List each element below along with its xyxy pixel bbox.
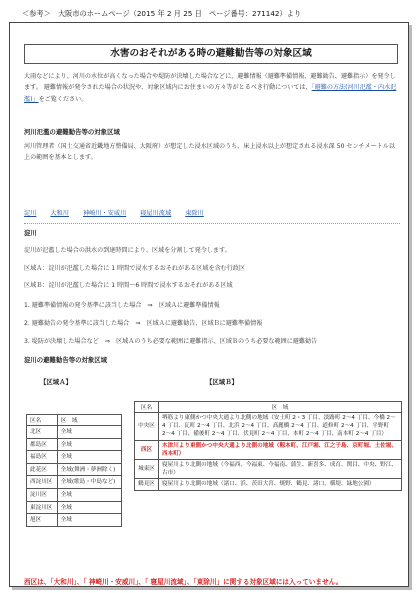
table-row (27, 426, 122, 439)
area-cell: 全域 (57, 451, 121, 464)
area-cell: 全域 (57, 426, 121, 439)
column-header-ward: 区名 (135, 402, 159, 413)
ward-cell: 西淀川区 (27, 476, 58, 489)
zone-b-label: 【区域Ｂ】 (206, 378, 238, 386)
area-cell: 全域 (57, 438, 121, 451)
table-header-row (27, 415, 122, 426)
area-cell: 木津川より東側かつ中央大通より北側の地域（靱本町、江戸堀、江之子島、京町堀、土佐堀、西本町） (159, 440, 402, 459)
column-header-ward: 区名 (27, 415, 58, 426)
ward-cell: 淀川区 (27, 488, 58, 501)
zone-b-table (134, 401, 402, 491)
intro-text: 大雨などにより、河川の水位が高くなった場合や堤防が決壊した場合などに、避難情報（避難準備情報、避難勧告、避難指示）を発令します。 避難情報が発令された場合の状況や、対象区域内にお住まいの方々等がとるべき行動については、 (24, 73, 396, 92)
yodo-target-heading: 淀川の避難勧告等の対象区域 (24, 356, 108, 364)
table-row (135, 460, 402, 479)
yodo-heading: 淀川 (24, 229, 37, 237)
zone-a-table (26, 414, 122, 527)
evacuation-method-link[interactable]: 「避難の方法(河川氾濫・内水氾濫)」 (24, 84, 397, 103)
yodo-text: 淀川が氾濫した場合の洪水の到達時間により、区域を分割して発令します。 (24, 247, 231, 254)
area-cell: 全域 (57, 488, 121, 501)
ward-cell: 城東区 (135, 460, 159, 479)
river-link-kanzakigawa[interactable]: 神崎川・安威川 (82, 210, 127, 217)
rule-3: 3. 堤防が決壊した場合など ⇒ 区域Ａのうち必要な範囲に避難指示、区域Ｂのうち必要な範囲に避難勧告 (24, 338, 318, 345)
area-cell: 堺筋より東側かつ中央大通より北側の地域（安土町 2・3 丁目、淡路町 2〜4 丁目、今橋 2〜4 丁目、瓦町 2〜4 丁目、北浜 2〜4 丁目、高麗橋 2〜4 丁目、道修町 2〜4 丁目、平野町 2〜4 丁目、備後町 2〜4 丁目、伏見町 2〜4 丁目、本町 2〜4 丁目、南本町 2〜4 丁目） (159, 413, 402, 441)
ward-cell: 旭区 (27, 514, 58, 527)
divider (24, 223, 400, 224)
zone-a-definition: 区域Ａ：淀川が氾濫した場合に 1 時間で浸水するおそれがある区域を含む行政区 (24, 265, 246, 272)
table-row (27, 476, 122, 489)
table-row (27, 501, 122, 514)
river-link-yamatogawa[interactable]: 大和川 (50, 210, 69, 217)
ward-cell: 都島区 (27, 438, 58, 451)
area-cell: 全域 (57, 514, 121, 527)
area-cell: 全域 (57, 501, 121, 514)
page-title: 水害のおそれがある時の避難勧告等の対象区域 (24, 44, 398, 64)
column-header-area: 区 域 (159, 402, 402, 413)
table-header-row (135, 402, 402, 413)
river-link-neyagawa[interactable]: 寝屋川流域 (140, 210, 172, 217)
area-cell: 全域(歌島・中島など) (57, 476, 121, 489)
zone-a-label: 【区域Ａ】 (40, 378, 72, 386)
ward-cell: 福島区 (27, 451, 58, 464)
table-row (27, 463, 122, 476)
ward-cell: 東淀川区 (27, 501, 58, 514)
table-row (27, 488, 122, 501)
ward-cell: 北区 (27, 426, 58, 439)
area-cell: 全域(舞洲・夢洲除く) (57, 463, 121, 476)
rule-2: 2. 避難勧告の発令基準に該当した場合 ⇒ 区域Ａに避難勧告、区域Ｂに避難準備情報 (24, 320, 263, 327)
river-link-higashiyokegawa[interactable]: 東除川 (185, 210, 204, 217)
area-cell: 寝屋川より北側の地域（諸口、浜、茨田大宮、焼野、鶴見、諸口、横堤、緑地公園） (159, 479, 402, 490)
intro-paragraph (24, 71, 400, 105)
ward-cell: 中央区 (135, 413, 159, 441)
ward-cell: 此花区 (27, 463, 58, 476)
reference-line: ＜参考＞ 大阪市のホームページ（2015 年 2 月 25 日 ページ番号：271142）より (22, 9, 302, 18)
river-links (24, 208, 204, 217)
river-flood-text: 河川管理者（国土交通省近畿地方整備局、大阪府）が想定した浸水区域のうち、床上浸水以上が想定される浸水深 50 センチメートル以上の範囲を基本とします。 (24, 143, 395, 162)
ward-cell: 鶴見区 (135, 479, 159, 490)
river-flood-heading: 河川氾濫の避難勧告等の対象区域 (24, 128, 120, 136)
ward-cell: 西区 (135, 440, 159, 459)
table-row (27, 514, 122, 527)
area-cell: 寝屋川より北側の地域（今福西、今福東、今福南、蒲生、新喜多、成育、関目、中央、野江、古市） (159, 460, 402, 479)
rule-1: 1. 避難準備情報の発令基準に該当した場合 ⇒ 区域Ａに避難準備情報 (24, 302, 220, 309)
table-row (27, 451, 122, 464)
table-row (135, 440, 402, 459)
river-link-yodogawa[interactable]: 淀川 (24, 210, 37, 217)
table-row (27, 438, 122, 451)
column-header-area: 区 域 (57, 415, 121, 426)
document-frame (9, 22, 409, 587)
table-row (135, 413, 402, 441)
table-row (135, 479, 402, 490)
intro-text-end: をご覧ください。 (38, 95, 88, 103)
zone-b-definition: 区域Ｂ：淀川が氾濫した場合に 1 時間〜6 時間で浸水するおそれがある区域 (24, 282, 233, 289)
west-ward-note: 西区は、「大和川」、「 神崎川・安威川」、「 寝屋川流域」、「東除川」に関する対象区域には入っていません。 (24, 578, 343, 586)
